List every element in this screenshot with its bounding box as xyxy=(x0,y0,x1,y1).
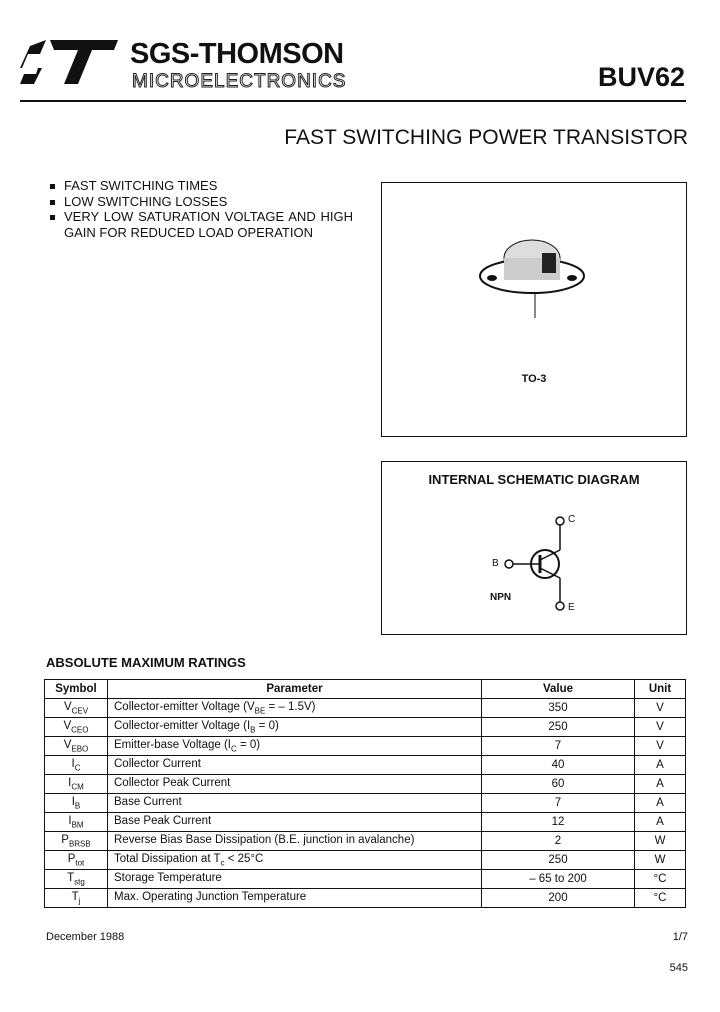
table-row xyxy=(45,737,686,756)
symbol-subscript: CEO xyxy=(71,725,89,735)
base-pin-label: B xyxy=(492,558,499,569)
symbol-subscript: stg xyxy=(74,877,85,887)
column-header: Unit xyxy=(635,680,686,699)
parameter-subscript: C xyxy=(230,744,237,754)
symbol-cell xyxy=(45,832,108,851)
parameter-cell xyxy=(108,889,482,908)
parameter: Collector-emitter Voltage (I xyxy=(114,719,251,732)
symbol: V xyxy=(63,719,72,732)
unit-cell: °C xyxy=(635,889,686,908)
symbol-subscript: j xyxy=(78,896,81,906)
to3-package-icon xyxy=(477,228,587,323)
symbol-subscript: tot xyxy=(75,858,85,868)
package-label: TO-3 xyxy=(521,373,547,385)
parameter: Collector-emitter Voltage (V xyxy=(114,700,255,713)
company-name: SGS-THOMSON xyxy=(130,38,344,70)
emitter-pin-label: E xyxy=(568,602,575,613)
unit-cell: °C xyxy=(635,870,686,889)
parameter: Base Peak Current xyxy=(114,814,212,827)
symbol-cell xyxy=(45,870,108,889)
feature-item: FAST SWITCHING TIMES xyxy=(48,178,353,194)
symbol: T xyxy=(67,871,75,884)
symbol: I xyxy=(71,795,75,808)
package-box xyxy=(381,182,687,437)
collector-pin-label: C xyxy=(568,514,576,525)
parameter-suffix: = – 1.5V) xyxy=(265,700,316,713)
value-cell: 2 xyxy=(482,832,635,851)
table-row xyxy=(45,756,686,775)
parameter: Collector Peak Current xyxy=(114,776,231,789)
header-divider xyxy=(20,100,686,102)
symbol: T xyxy=(71,890,79,903)
transistor-type: NPN xyxy=(490,592,512,603)
table-row xyxy=(45,832,686,851)
value-cell: 12 xyxy=(482,813,635,832)
parameter-suffix: = 0) xyxy=(236,738,261,751)
symbol: I xyxy=(68,776,72,789)
column-header: Symbol xyxy=(45,680,108,699)
parameter: Collector Current xyxy=(114,757,201,770)
value-cell: 7 xyxy=(482,737,635,756)
symbol-subscript: CEV xyxy=(71,706,89,716)
column-header: Value xyxy=(482,680,635,699)
symbol-subscript: CM xyxy=(71,782,84,792)
symbol-subscript: BRSB xyxy=(68,839,91,849)
symbol-subscript: C xyxy=(74,763,81,773)
symbol-cell xyxy=(45,699,108,718)
table-row xyxy=(45,718,686,737)
symbol: P xyxy=(61,833,69,846)
symbol-cell xyxy=(45,794,108,813)
parameter-cell xyxy=(108,813,482,832)
symbol: V xyxy=(63,738,72,751)
unit-cell: V xyxy=(635,718,686,737)
value-cell: – 65 to 200 xyxy=(482,870,635,889)
symbol: I xyxy=(68,814,72,827)
unit-cell: W xyxy=(635,832,686,851)
table-row xyxy=(45,870,686,889)
unit-cell: V xyxy=(635,699,686,718)
parameter: Max. Operating Junction Temperature xyxy=(114,890,307,903)
parameter-cell xyxy=(108,851,482,870)
npn-transistor-symbol-icon xyxy=(502,512,582,612)
schematic-title: INTERNAL SCHEMATIC DIAGRAM xyxy=(428,472,640,487)
company-division: MICROELECTRONICS xyxy=(132,71,347,92)
column-header: Parameter xyxy=(108,680,482,699)
table-row xyxy=(45,775,686,794)
symbol-cell xyxy=(45,718,108,737)
parameter-cell xyxy=(108,775,482,794)
parameter-suffix: < 25°C xyxy=(224,852,264,865)
unit-cell: A xyxy=(635,775,686,794)
feature-list xyxy=(48,178,353,240)
parameter-cell xyxy=(108,832,482,851)
parameter-suffix: = 0) xyxy=(255,719,279,732)
symbol-cell xyxy=(45,813,108,832)
document-title: FAST SWITCHING POWER TRANSISTOR xyxy=(284,126,688,149)
feature-item: VERY LOW SATURATION VOLTAGE AND HIGH GAIN FOR REDUCED LOAD OPERATION xyxy=(48,209,353,240)
unit-cell: A xyxy=(635,756,686,775)
symbol-cell xyxy=(45,737,108,756)
unit-cell: W xyxy=(635,851,686,870)
parameter-subscript: c xyxy=(220,858,225,868)
page-indicator: 1/7 xyxy=(672,931,688,943)
parameter-cell xyxy=(108,699,482,718)
feature-item: LOW SWITCHING LOSSES xyxy=(48,194,353,210)
ratings-heading: ABSOLUTE MAXIMUM RATINGS xyxy=(46,655,246,670)
parameter: Reverse Bias Base Dissipation (B.E. junction in avalanche) xyxy=(114,833,415,846)
schematic-box xyxy=(381,461,687,635)
symbol-subscript: BM xyxy=(71,820,84,830)
part-number: BUV62 xyxy=(597,62,685,92)
value-cell: 7 xyxy=(482,794,635,813)
parameter: Storage Temperature xyxy=(114,871,222,884)
ratings-table xyxy=(44,679,686,908)
value-cell: 250 xyxy=(482,851,635,870)
st-logo-icon xyxy=(20,38,120,86)
unit-cell: A xyxy=(635,794,686,813)
table-row xyxy=(45,889,686,908)
value-cell: 250 xyxy=(482,718,635,737)
parameter: Total Dissipation at T xyxy=(114,852,221,865)
symbol-subscript: B xyxy=(74,801,81,811)
table-row xyxy=(45,794,686,813)
symbol-cell xyxy=(45,756,108,775)
table-row xyxy=(45,813,686,832)
value-cell: 40 xyxy=(482,756,635,775)
table-row xyxy=(45,699,686,718)
page-number: 545 xyxy=(669,962,688,974)
parameter-cell xyxy=(108,794,482,813)
table-row xyxy=(45,851,686,870)
value-cell: 350 xyxy=(482,699,635,718)
symbol-subscript: EBO xyxy=(71,744,89,754)
value-cell: 200 xyxy=(482,889,635,908)
parameter-cell xyxy=(108,870,482,889)
unit-cell: V xyxy=(635,737,686,756)
unit-cell: A xyxy=(635,813,686,832)
value-cell: 60 xyxy=(482,775,635,794)
parameter-cell xyxy=(108,756,482,775)
symbol-cell xyxy=(45,889,108,908)
parameter-subscript: B xyxy=(250,725,256,735)
parameter: Emitter-base Voltage (I xyxy=(114,738,231,751)
parameter: Base Current xyxy=(114,795,182,808)
footer-date: December 1988 xyxy=(46,931,125,943)
parameter-subscript: BE xyxy=(254,706,266,716)
symbol: V xyxy=(63,700,72,713)
parameter-cell xyxy=(108,737,482,756)
symbol-cell xyxy=(45,851,108,870)
symbol-cell xyxy=(45,775,108,794)
parameter-cell xyxy=(108,718,482,737)
symbol: P xyxy=(67,852,76,865)
symbol: I xyxy=(71,757,75,770)
